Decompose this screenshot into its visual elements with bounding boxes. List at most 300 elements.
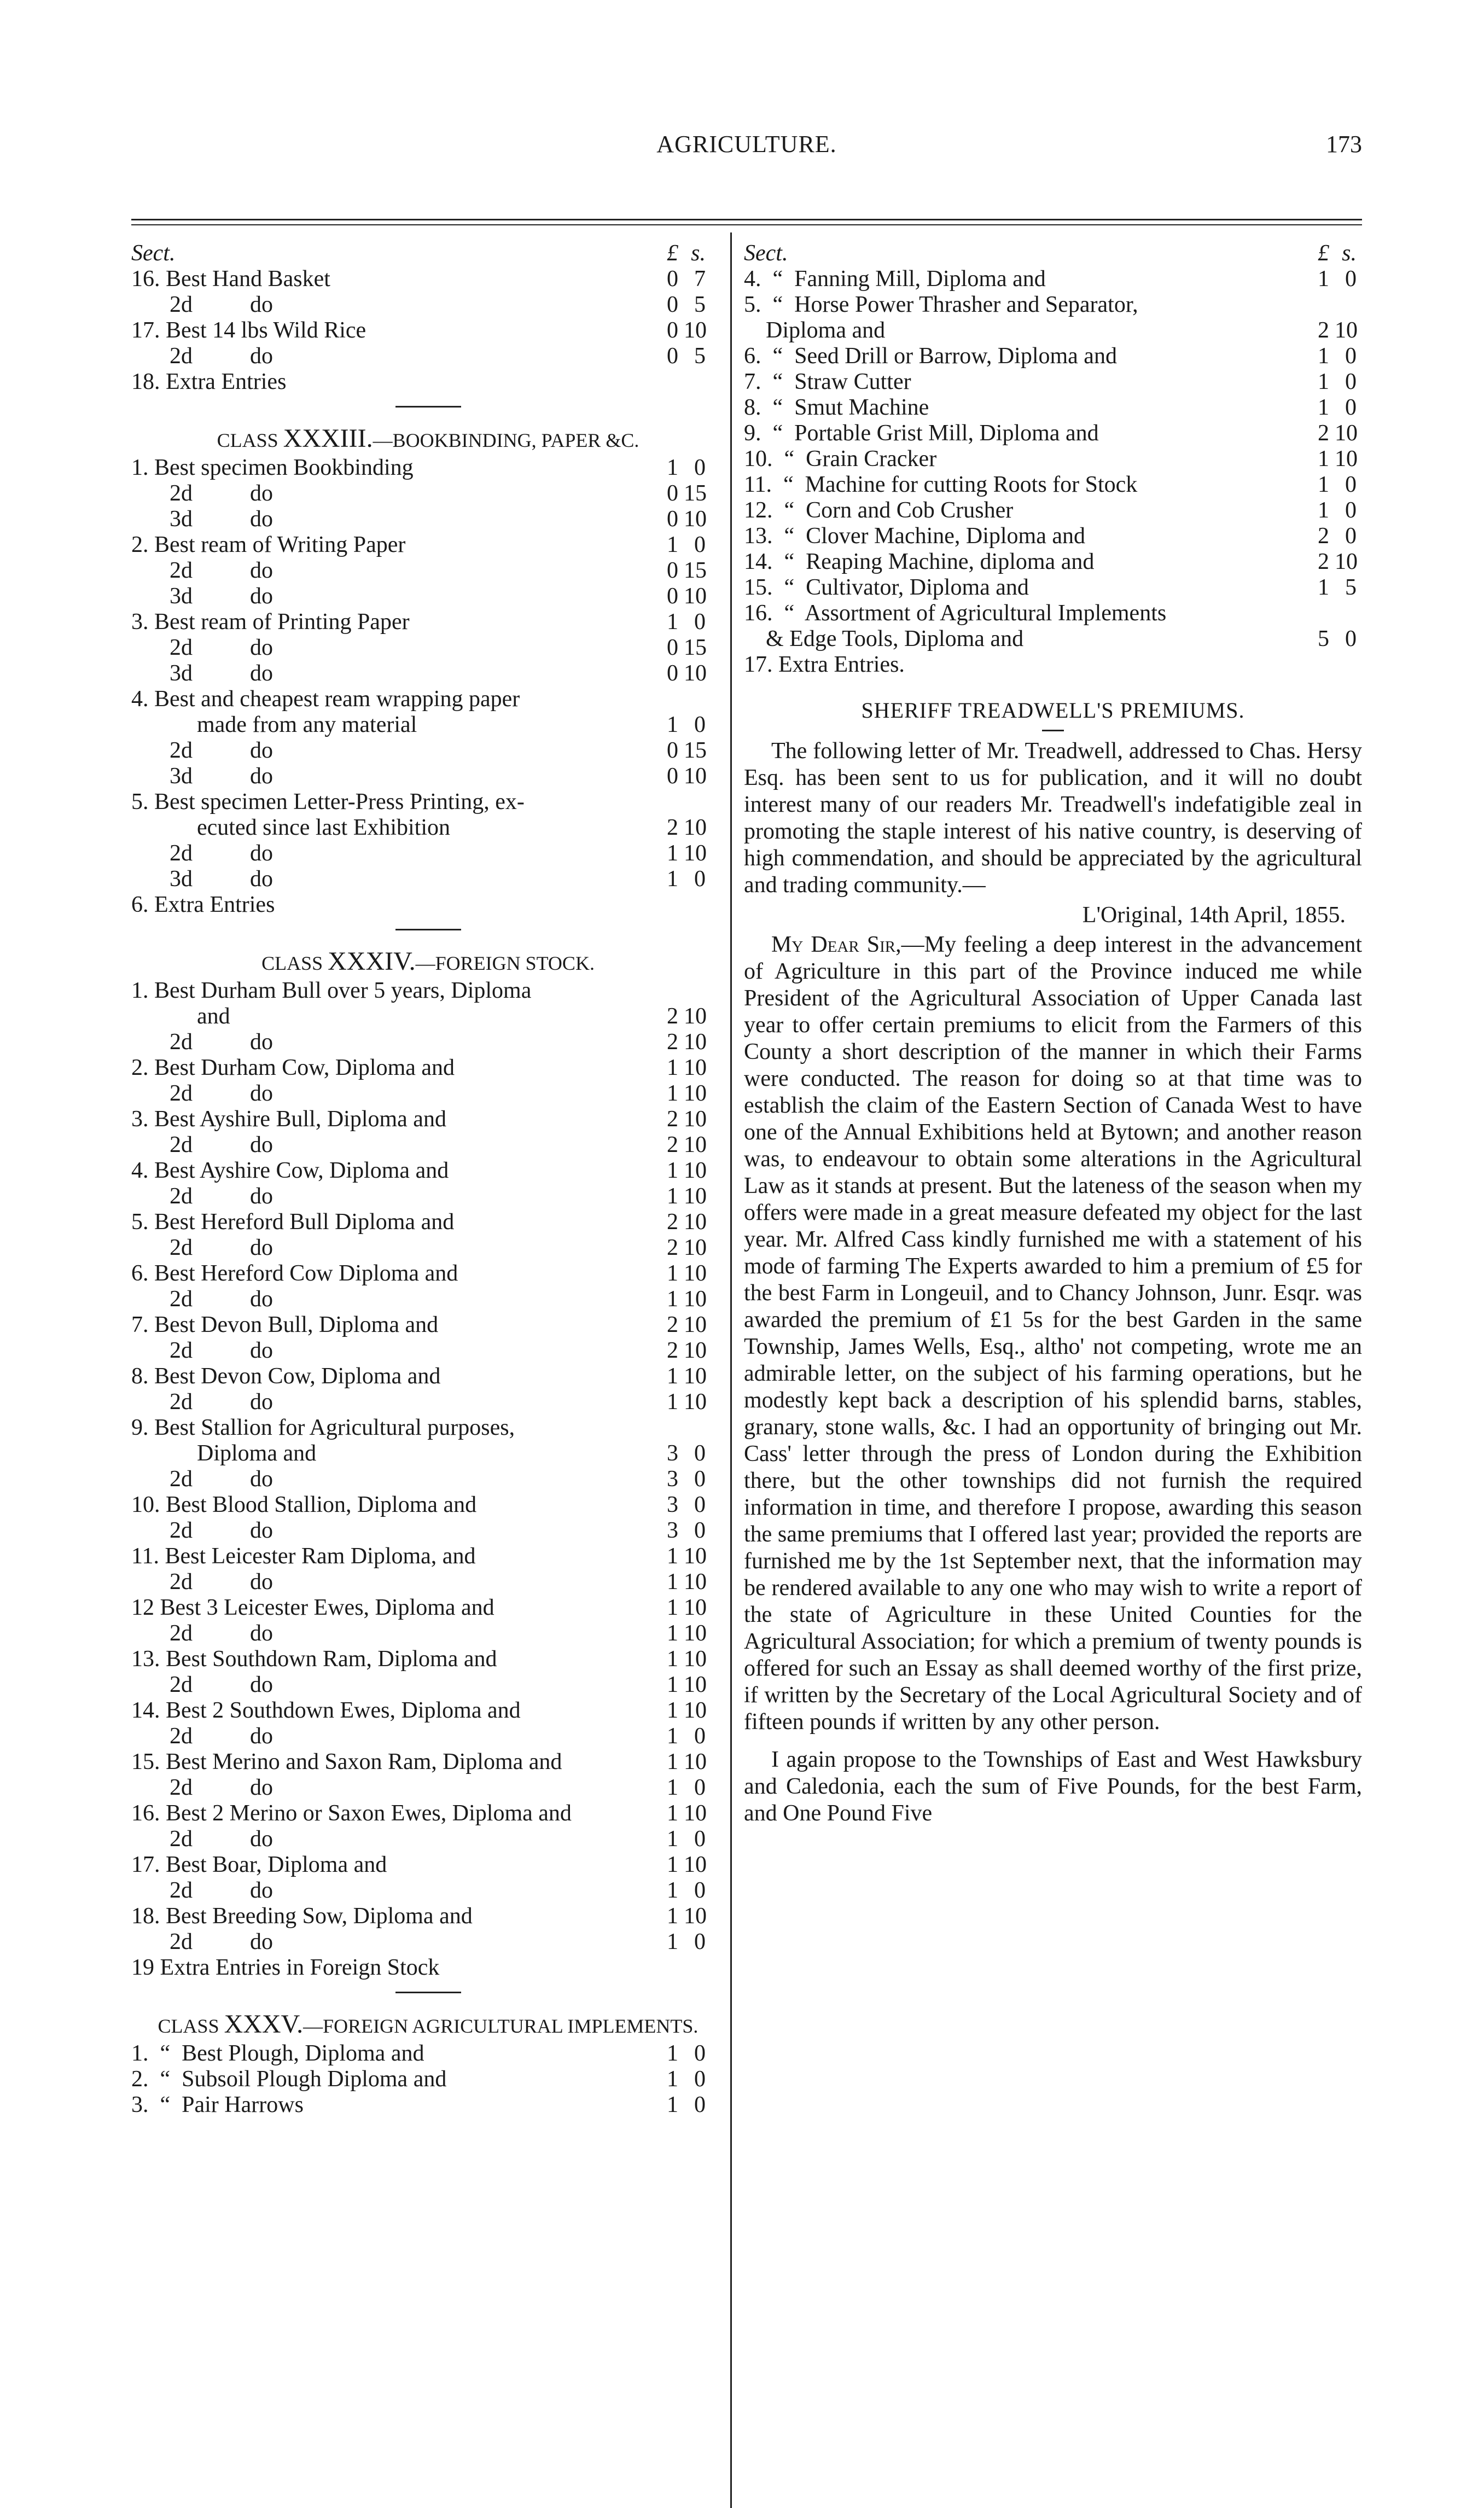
entry-pounds: 1: [1318, 266, 1329, 292]
entry-shillings: 10: [684, 815, 707, 840]
entry-label: 2d do: [170, 1235, 273, 1260]
list-item: [744, 472, 1362, 498]
entry-pounds: 1: [667, 1698, 678, 1723]
class-33-entries: [131, 455, 725, 918]
entry-shillings: 10: [684, 1698, 707, 1723]
article-title: SHERIFF TREADWELL'S PREMIUMS.: [861, 698, 1245, 723]
top-entries: [131, 266, 725, 395]
entry-shillings: 0: [694, 532, 706, 557]
entry-pounds: 1: [667, 1287, 678, 1312]
entry-label: 16. “ Assortment of Agricultural Implements: [744, 601, 1167, 626]
entry-pounds: 1: [667, 1878, 678, 1903]
entry-label: 2d do: [170, 1621, 273, 1646]
entry-pounds: 1: [667, 1158, 678, 1183]
list-item: [131, 481, 725, 507]
entry-shillings: 0: [694, 712, 706, 737]
list-item: [744, 318, 1362, 344]
list-item: [131, 1029, 725, 1055]
list-item: [131, 1389, 725, 1415]
right-column: [744, 241, 1362, 1827]
entry-shillings: 0: [694, 1826, 706, 1852]
header-rule-thin: [131, 224, 1362, 225]
running-title: AGRICULTURE.: [656, 131, 837, 158]
list-item: [131, 266, 725, 292]
shillings-label: s.: [691, 241, 706, 266]
entry-label: 2d do: [170, 635, 273, 660]
entry-pounds: 5: [1318, 626, 1329, 651]
list-item: [131, 1492, 725, 1518]
entry-pounds: 1: [1318, 498, 1329, 523]
list-item: [131, 815, 725, 841]
sect-label: Sect.: [744, 241, 788, 266]
entry-label: Diploma and: [766, 318, 886, 343]
list-item: [131, 789, 725, 815]
entry-shillings: 10: [684, 1749, 707, 1774]
entry-label: 13. Best Southdown Ram, Diploma and: [131, 1646, 497, 1672]
entry-label: 19 Extra Entries in Foreign Stock: [131, 1955, 440, 1980]
list-item: [131, 1929, 725, 1955]
entry-label: 2d do: [170, 344, 273, 369]
entry-label: 1. Best specimen Bookbinding: [131, 455, 414, 480]
list-item: [131, 1107, 725, 1132]
entry-shillings: 10: [684, 1801, 707, 1826]
entry-label: 13. “ Clover Machine, Diploma and: [744, 523, 1086, 549]
entry-label: 6. Extra Entries: [131, 892, 275, 917]
letter-dateline: L'Original, 14th April, 1855.: [1082, 903, 1346, 928]
entry-label: 2d do: [170, 1132, 273, 1157]
class-33-title: CLASS XXXIII.—BOOKBINDING, PAPER &C.: [217, 424, 639, 453]
entry-shillings: 10: [684, 1158, 707, 1183]
entry-label: 2d do: [170, 1569, 273, 1595]
entry-pounds: 0: [667, 507, 678, 532]
entry-label: 1. “ Best Plough, Diploma and: [131, 2041, 424, 2066]
entry-label: 4. Best Ayshire Cow, Diploma and: [131, 1158, 449, 1183]
entry-shillings: 0: [694, 1878, 706, 1903]
entry-pounds: 1: [667, 866, 678, 892]
entry-label: 10. Best Blood Stallion, Diploma and: [131, 1492, 477, 1517]
entry-label: 4. “ Fanning Mill, Diploma and: [744, 266, 1046, 292]
list-item: [131, 1801, 725, 1826]
entry-pounds: 2: [667, 1338, 678, 1363]
entry-shillings: 10: [1335, 446, 1358, 472]
list-item: [744, 292, 1362, 318]
entry-label: 11. “ Machine for cutting Roots for Stock: [744, 472, 1138, 497]
entry-shillings: 10: [684, 764, 707, 789]
list-item: [131, 2041, 725, 2067]
entry-shillings: 15: [684, 558, 707, 583]
entry-label: 5. Best Hereford Bull Diploma and: [131, 1209, 455, 1235]
list-item: [744, 626, 1362, 652]
entry-label: 2d do: [170, 1724, 273, 1749]
entry-pounds: 0: [667, 481, 678, 506]
entry-shillings: 0: [1345, 626, 1357, 651]
list-item: [131, 1724, 725, 1749]
list-item: [131, 1904, 725, 1929]
entry-pounds: 1: [667, 1595, 678, 1620]
entry-shillings: 0: [1345, 344, 1357, 369]
entry-shillings: 10: [684, 1646, 707, 1672]
list-item: [744, 421, 1362, 446]
intro-paragraph: The following letter of Mr. Treadwell, addressed to Chas. Hersy Esq. has been sent to us for publication, and it will no doubt interest many of our readers Mr. Treadwell's indefatigible zeal in promoting the staple interest of his native country, is deserving of high commendation, and should be appreciated by the agricultural and trading community.—: [744, 738, 1362, 898]
list-item: [131, 1132, 725, 1158]
entry-shillings: 0: [694, 1724, 706, 1749]
entry-label: 8. Best Devon Cow, Diploma and: [131, 1364, 441, 1389]
list-item: [131, 1312, 725, 1338]
entry-label: & Edge Tools, Diploma and: [766, 626, 1024, 651]
list-item: [131, 1055, 725, 1081]
entry-pounds: 1: [667, 2067, 678, 2092]
entry-pounds: 1: [1318, 472, 1329, 497]
entry-label: 5. “ Horse Power Thrasher and Separator,: [744, 292, 1138, 317]
entry-shillings: 0: [1345, 498, 1357, 523]
page-header: [131, 130, 1362, 168]
list-item: [131, 1698, 725, 1724]
list-item: [131, 1081, 725, 1107]
entry-shillings: 15: [684, 738, 707, 763]
entry-pounds: 2: [667, 1209, 678, 1235]
entry-pounds: 3: [667, 1467, 678, 1492]
entry-label: 11. Best Leicester Ram Diploma, and: [131, 1544, 476, 1569]
list-item: [131, 1235, 725, 1261]
entry-pounds: 1: [667, 1621, 678, 1646]
entry-shillings: 10: [684, 1235, 707, 1260]
entry-label: 14. Best 2 Southdown Ewes, Diploma and: [131, 1698, 521, 1723]
entry-pounds: 3: [667, 1518, 678, 1543]
entry-pounds: 0: [667, 738, 678, 763]
column-divider: [730, 232, 732, 2508]
class-35-continued-entries: [744, 266, 1362, 678]
entry-label: 17. Best Boar, Diploma and: [131, 1852, 387, 1877]
list-item: [131, 318, 725, 344]
list-item: [131, 1672, 725, 1698]
list-item: [131, 1184, 725, 1209]
salutation: My Dear Sir,: [771, 932, 901, 957]
entry-shillings: 10: [1335, 318, 1358, 343]
list-item: [131, 978, 725, 1004]
entry-pounds: 1: [667, 1184, 678, 1209]
entry-pounds: 1: [1318, 344, 1329, 369]
entry-shillings: 0: [1345, 266, 1357, 292]
entry-pounds: 1: [667, 1261, 678, 1286]
entry-pounds: 1: [667, 1672, 678, 1697]
entry-label: 7. Best Devon Bull, Diploma and: [131, 1312, 439, 1337]
entry-shillings: 10: [684, 1544, 707, 1569]
list-item: [131, 1338, 725, 1364]
entry-pounds: 1: [667, 1826, 678, 1852]
entry-pounds: 3: [667, 1441, 678, 1466]
entry-label: made from any material: [197, 712, 417, 737]
entry-label: 3. “ Pair Harrows: [131, 2092, 304, 2117]
entry-pounds: 1: [667, 532, 678, 557]
entry-pounds: 0: [667, 292, 678, 317]
list-item: [131, 344, 725, 369]
entry-label: 2d do: [170, 1518, 273, 1543]
entry-label: 12 Best 3 Leicester Ewes, Diploma and: [131, 1595, 494, 1620]
entry-shillings: 10: [684, 1287, 707, 1312]
entry-label: 18. Extra Entries: [131, 369, 287, 394]
entry-pounds: 1: [667, 1364, 678, 1389]
list-item: [131, 292, 725, 318]
list-item: [131, 841, 725, 866]
entry-pounds: 2: [1318, 318, 1329, 343]
entry-shillings: 10: [684, 1261, 707, 1286]
section-rule: [131, 1981, 725, 2003]
section-rule: [131, 918, 725, 940]
list-item: [131, 892, 725, 918]
entry-label: 2. “ Subsoil Plough Diploma and: [131, 2067, 447, 2092]
entry-shillings: 10: [684, 1004, 707, 1029]
list-item: [131, 764, 725, 789]
entry-pounds: 1: [1318, 446, 1329, 472]
list-item: [131, 1441, 725, 1467]
entry-shillings: 0: [1345, 523, 1357, 549]
list-item: [131, 866, 725, 892]
entry-label: 2d do: [170, 1467, 273, 1492]
list-item: [131, 661, 725, 686]
entry-label: 2d do: [170, 1338, 273, 1363]
entry-pounds: 0: [667, 764, 678, 789]
entry-pounds: 1: [667, 1775, 678, 1800]
list-item: [131, 455, 725, 481]
entry-label: 2d do: [170, 1878, 273, 1903]
entry-shillings: 10: [684, 1055, 707, 1080]
entry-shillings: 0: [694, 1467, 706, 1492]
entry-shillings: 10: [1335, 421, 1358, 446]
list-item: [131, 1826, 725, 1852]
entry-shillings: 0: [694, 609, 706, 635]
entry-label: 10. “ Grain Cracker: [744, 446, 937, 472]
list-item: [131, 1544, 725, 1569]
list-item: [744, 549, 1362, 575]
entry-pounds: 3: [667, 1492, 678, 1517]
list-item: [131, 507, 725, 532]
entry-label: ecuted since last Exhibition: [197, 815, 451, 840]
entry-shillings: 15: [684, 481, 707, 506]
entry-label: 2d do: [170, 292, 273, 317]
list-item: [744, 395, 1362, 421]
entry-pounds: 0: [667, 558, 678, 583]
entry-shillings: 0: [1345, 395, 1357, 420]
entry-pounds: 2: [1318, 523, 1329, 549]
entry-shillings: 10: [1335, 549, 1358, 574]
entry-label: 2d do: [170, 1081, 273, 1106]
entry-shillings: 10: [684, 1852, 707, 1877]
entry-label: 2d do: [170, 1775, 273, 1800]
entry-shillings: 5: [1345, 575, 1357, 600]
list-item: [131, 1852, 725, 1878]
entry-shillings: 10: [684, 1672, 707, 1697]
entry-pounds: 1: [667, 1389, 678, 1415]
entry-label: 2d do: [170, 1389, 273, 1415]
class-35-title: CLASS XXXV.—FOREIGN AGRICULTURAL IMPLEMENTS.: [158, 2010, 699, 2039]
entry-shillings: 0: [1345, 472, 1357, 497]
list-item: [131, 1646, 725, 1672]
entry-shillings: 10: [684, 1081, 707, 1106]
entry-pounds: 2: [1318, 549, 1329, 574]
entry-label: 6. Best Hereford Cow Diploma and: [131, 1261, 458, 1286]
entry-label: 2d do: [170, 841, 273, 866]
entry-label: 15. “ Cultivator, Diploma and: [744, 575, 1029, 600]
entry-pounds: 0: [667, 584, 678, 609]
entry-pounds: 1: [667, 1055, 678, 1080]
entry-shillings: 10: [684, 507, 707, 532]
entry-pounds: 2: [1318, 421, 1329, 446]
entry-shillings: 10: [684, 318, 707, 343]
letter-text: —My feeling a deep interest in the advancement of Agriculture in this part of the Province induced me while President of the Agricultural Association of Upper Canada last year to offer certain premiums to elicit from the Farmers of this County a short description of the manner in which their Farms were conducted. The reason for doing so at that time was to establish the claim of the Eastern Section of Canada West to have one of the Annual Exhibitions held at Bytown; and another reason was, to endeavour to obtain some alterations in the Agricultural Law as it stands at present. But the lateness of the season when my offers were made in a great measure defeated my object for the last year. Mr. Alfred Cass kindly furnished me with a statement of his mode of farming The Experts awarded to him a premium of £5 for the best Farm in Longeuil, and to Chancy Johnson, Junr. Esqr. was awarded the premium of £1 5s for the best Garden in the same Township, James Wells, Esq., altho' not competing, wrote me an admirable letter, on the subject of his farming operations, but he modestly kept back a description of his splendid barns, stables, granary, stone walls, &c. I had an opportunity of bringing out Mr. Cass' letter through the press of London during the Exhibition there, but the other townships did not furnish the required information in time, and therefore I propose, awarding this season the same premiums that I offered last year; provided the reports are furnished me by the 1st September next, that the information may be rendered available to any one who may wish to write a report of the state of Agriculture in these United Counties for the Agricultural Association; for which a premium of twenty pounds is offered for such an Essay as shall deemed worthy of the first prize, if written by the Secretary of the Local Agricultural Society and of fifteen pounds if written by any other person.: [744, 932, 1362, 1735]
entry-pounds: 1: [667, 1724, 678, 1749]
list-item: [131, 712, 725, 738]
entry-pounds: 2: [667, 1132, 678, 1157]
letter-body: [744, 932, 1362, 1736]
pounds-label: £: [1318, 241, 1329, 266]
entry-label: 8. “ Smut Machine: [744, 395, 929, 420]
list-item: [744, 446, 1362, 472]
entry-shillings: 10: [684, 1595, 707, 1620]
entry-pounds: 0: [667, 344, 678, 369]
entry-shillings: 10: [684, 1569, 707, 1595]
entry-label: 2d do: [170, 1826, 273, 1852]
entry-label: and: [197, 1004, 230, 1029]
list-item: [131, 1595, 725, 1621]
entry-label: 14. “ Reaping Machine, diploma and: [744, 549, 1095, 574]
list-item: [131, 369, 725, 395]
list-item: [744, 344, 1362, 369]
entry-pounds: 2: [667, 1312, 678, 1337]
entry-shillings: 10: [684, 841, 707, 866]
entry-shillings: 0: [694, 1518, 706, 1543]
entry-pounds: 0: [667, 318, 678, 343]
entry-label: 17. Extra Entries.: [744, 652, 905, 677]
entry-shillings: 0: [1345, 369, 1357, 394]
entry-pounds: 1: [1318, 575, 1329, 600]
entry-pounds: 1: [667, 609, 678, 635]
entry-pounds: 2: [667, 1107, 678, 1132]
list-item: [131, 1004, 725, 1029]
entry-label: 1. Best Durham Bull over 5 years, Diploma: [131, 978, 532, 1003]
entry-shillings: 7: [694, 266, 706, 292]
entry-pounds: 0: [667, 266, 678, 292]
list-item: [131, 1955, 725, 1981]
list-item: [131, 2067, 725, 2092]
entry-label: 6. “ Seed Drill or Barrow, Diploma and: [744, 344, 1117, 369]
entry-pounds: 1: [667, 1801, 678, 1826]
entry-label: 16. Best Hand Basket: [131, 266, 330, 292]
entry-label: 15. Best Merino and Saxon Ram, Diploma and: [131, 1749, 562, 1774]
final-paragraph: I again propose to the Townships of East and West Hawksbury and Caledonia, each the sum of Five Pounds, for the best Farm, and One Pound Five: [744, 1747, 1362, 1826]
entry-pounds: 1: [667, 1544, 678, 1569]
entry-label: 17. Best 14 lbs Wild Rice: [131, 318, 366, 343]
left-column: [131, 241, 725, 2118]
list-item: [131, 1415, 725, 1441]
list-item: [131, 686, 725, 712]
entry-label: 12. “ Corn and Cob Crusher: [744, 498, 1014, 523]
entry-pounds: 2: [667, 1029, 678, 1055]
entry-shillings: 10: [684, 1389, 707, 1415]
entry-shillings: 5: [694, 344, 706, 369]
entry-shillings: 10: [684, 1364, 707, 1389]
list-item: [744, 266, 1362, 292]
entry-shillings: 0: [694, 1441, 706, 1466]
list-item: [131, 532, 725, 558]
entry-shillings: 5: [694, 292, 706, 317]
entry-label: 2d do: [170, 1029, 273, 1055]
column-header: [131, 241, 725, 266]
entry-shillings: 0: [694, 1775, 706, 1800]
entry-pounds: 1: [667, 1904, 678, 1929]
entry-pounds: 1: [667, 712, 678, 737]
entry-label: 3d do: [170, 584, 273, 609]
entry-pounds: 2: [667, 1004, 678, 1029]
entry-shillings: 0: [694, 455, 706, 480]
entry-pounds: 1: [667, 841, 678, 866]
list-item: [131, 1287, 725, 1312]
list-item: [131, 1364, 725, 1389]
entry-pounds: 2: [667, 1235, 678, 1260]
entry-shillings: 10: [684, 1209, 707, 1235]
entry-label: 3d do: [170, 764, 273, 789]
pounds-label: £: [667, 241, 678, 266]
entry-label: 2. Best ream of Writing Paper: [131, 532, 406, 557]
entry-pounds: 0: [667, 661, 678, 686]
entry-label: 3d do: [170, 661, 273, 686]
entry-label: 16. Best 2 Merino or Saxon Ewes, Diploma and: [131, 1801, 572, 1826]
list-item: [131, 1621, 725, 1646]
entry-shillings: 10: [684, 1107, 707, 1132]
class-34-title: CLASS XXXIV.—FOREIGN STOCK.: [261, 947, 595, 976]
entry-label: 9. Best Stallion for Agricultural purposes,: [131, 1415, 515, 1440]
entry-shillings: 0: [694, 2067, 706, 2092]
list-item: [131, 635, 725, 661]
entry-label: 7. “ Straw Cutter: [744, 369, 911, 394]
entry-pounds: 1: [1318, 395, 1329, 420]
entry-shillings: 10: [684, 1184, 707, 1209]
list-item: [131, 1749, 725, 1775]
entry-pounds: 1: [667, 2092, 678, 2117]
entry-pounds: 1: [667, 1852, 678, 1877]
entry-shillings: 0: [694, 1929, 706, 1954]
list-item: [131, 1878, 725, 1904]
entry-shillings: 0: [694, 866, 706, 892]
entry-shillings: 15: [684, 635, 707, 660]
shillings-label: s.: [1342, 241, 1357, 266]
entry-label: 2d do: [170, 1184, 273, 1209]
entry-label: 3. Best Ayshire Bull, Diploma and: [131, 1107, 446, 1132]
header-rule: [131, 219, 1362, 220]
entry-label: 4. Best and cheapest ream wrapping paper: [131, 686, 520, 712]
entry-pounds: 1: [667, 1569, 678, 1595]
entry-pounds: 1: [1318, 369, 1329, 394]
class-34-entries: [131, 978, 725, 1981]
list-item: [744, 652, 1362, 678]
list-item: [744, 601, 1362, 626]
list-item: [131, 738, 725, 764]
list-item: [131, 1261, 725, 1287]
entry-shillings: 10: [684, 661, 707, 686]
entry-shillings: 10: [684, 1132, 707, 1157]
list-item: [131, 558, 725, 584]
entry-label: 2d do: [170, 1672, 273, 1697]
entry-pounds: 1: [667, 1646, 678, 1672]
section-rule: [131, 395, 725, 417]
entry-pounds: 1: [667, 1929, 678, 1954]
list-item: [131, 1158, 725, 1184]
page-number: 173: [1326, 131, 1362, 158]
entry-pounds: 1: [667, 1749, 678, 1774]
entry-shillings: 10: [684, 584, 707, 609]
class-35-entries: [131, 2041, 725, 2118]
entry-pounds: 1: [667, 455, 678, 480]
entry-label: 18. Best Breeding Sow, Diploma and: [131, 1904, 473, 1929]
